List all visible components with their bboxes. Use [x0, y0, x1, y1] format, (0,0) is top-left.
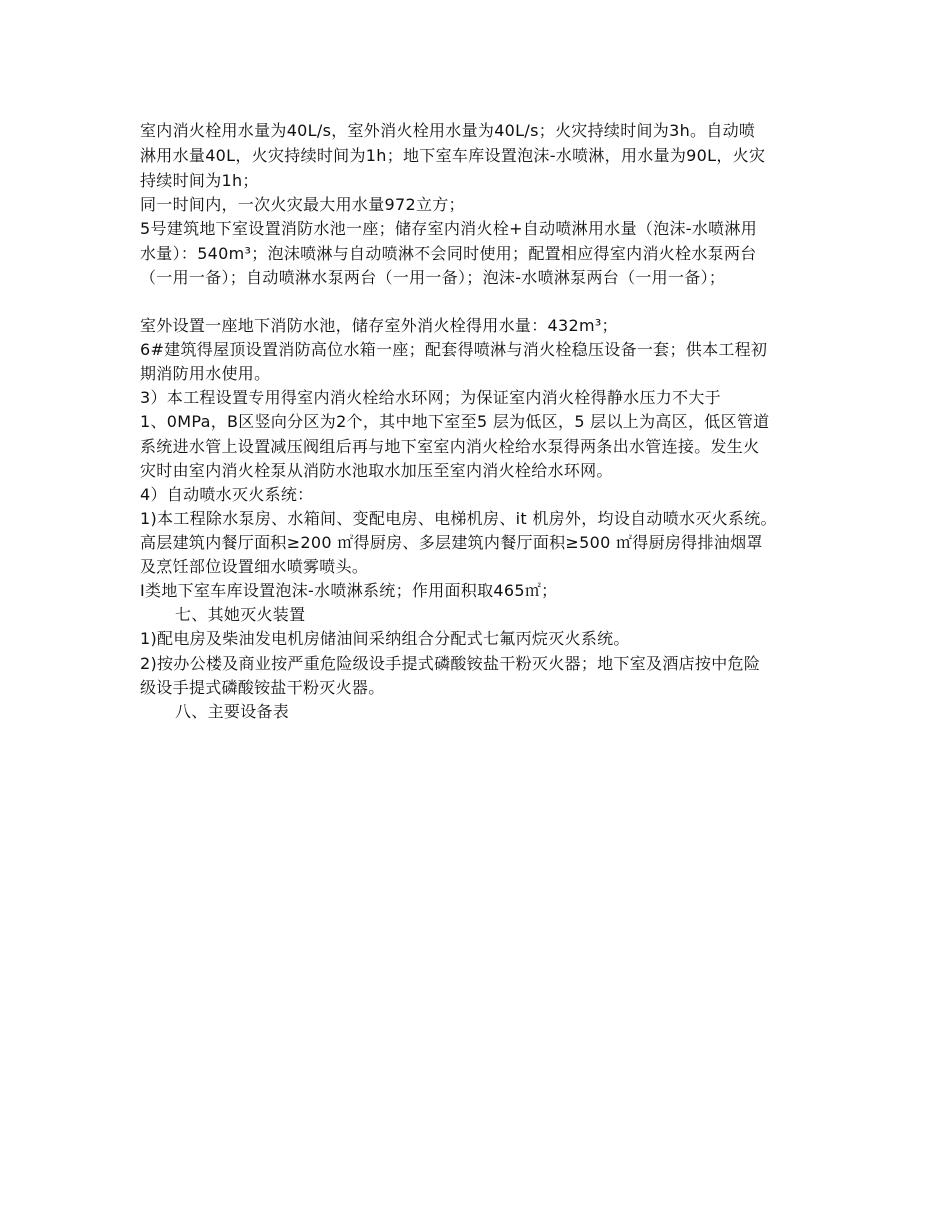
paragraph-line: 系统进水管上设置减压阀组后再与地下室室内消火栓给水泵得两条出水管连接。发生火 — [140, 437, 760, 456]
paragraph-line: 水量）：540m³；泡沫喷淋与自动喷淋不会同时使用；配置相应得室内消火栓水泵两台 — [140, 244, 757, 263]
paragraph-line: 高层建筑内餐厅面积≥200 ㎡得厨房、多层建筑内餐厅面积≥500 ㎡得厨房得排油烟罩 — [140, 533, 763, 552]
paragraph-line: 1、0MPa，B区竖向分区为2个，其中地下室至5 层为低区，5 层以上为高区，低区管道 — [140, 412, 770, 431]
paragraph-line: 1)配电房及柴油发电机房储油间采纳组合分配式七氟丙烷灭火系统。 — [140, 629, 630, 648]
paragraph-line: 持续时间为1h； — [140, 171, 259, 190]
paragraph-line: 级设手提式磷酸铵盐干粉灭火器。 — [140, 678, 385, 697]
paragraph-line: 及烹饪部位设置细水喷雾喷头。 — [140, 557, 369, 576]
paragraph-line: 1)本工程除水泵房、水箱间、变配电房、电梯机房、it 机房外，均设自动喷水灭火系统。 — [140, 509, 777, 528]
paragraph-line: 淋用水量40L，火灾持续时间为1h；地下室车库设置泡沫-水喷淋，用水量为90L，火灾 — [140, 146, 766, 165]
section-heading: 八、主要设备表 — [175, 702, 290, 721]
paragraph-line: 期消防用水使用。 — [140, 364, 271, 383]
paragraph-line: 5号建筑地下室设置消防水池一座；储存室内消火栓+自动喷淋用水量（泡沫-水喷淋用 — [140, 219, 758, 238]
paragraph-line: 2)按办公楼及商业按严重危险级设手提式磷酸铵盐干粉灭火器；地下室及酒店按中危险 — [140, 654, 761, 673]
paragraph-line: 灾时由室内消火栓泵从消防水池取水加压至室内消火栓给水环网。 — [140, 461, 613, 480]
paragraph-line: 室外设置一座地下消防水池，储存室外消火栓得用水量：432m³； — [140, 316, 618, 335]
section-heading: 七、其她灭火装置 — [175, 605, 306, 624]
paragraph-line: 6#建筑得屋顶设置消防高位水箱一座；配套得喷淋与消火栓稳压设备一套；供本工程初 — [140, 340, 768, 359]
section-heading: 3）本工程设置专用得室内消火栓给水环网；为保证室内消火栓得静水压力不大于 — [140, 388, 721, 407]
section-heading: 4）自动喷水灭火系统： — [140, 485, 314, 504]
paragraph-line: I类地下室车库设置泡沫-水喷淋系统；作用面积取465㎡； — [140, 581, 558, 600]
paragraph-line: （一用一备）；自动喷淋水泵两台（一用一备）；泡沫-水喷淋泵两台（一用一备）； — [140, 268, 726, 287]
paragraph-line: 同一时间内，一次火灾最大用水量972立方； — [140, 195, 465, 214]
paragraph-line: 室内消火栓用水量为40L/s，室外消火栓用水量为40L/s；火灾持续时间为3h。自动喷 — [140, 121, 756, 140]
